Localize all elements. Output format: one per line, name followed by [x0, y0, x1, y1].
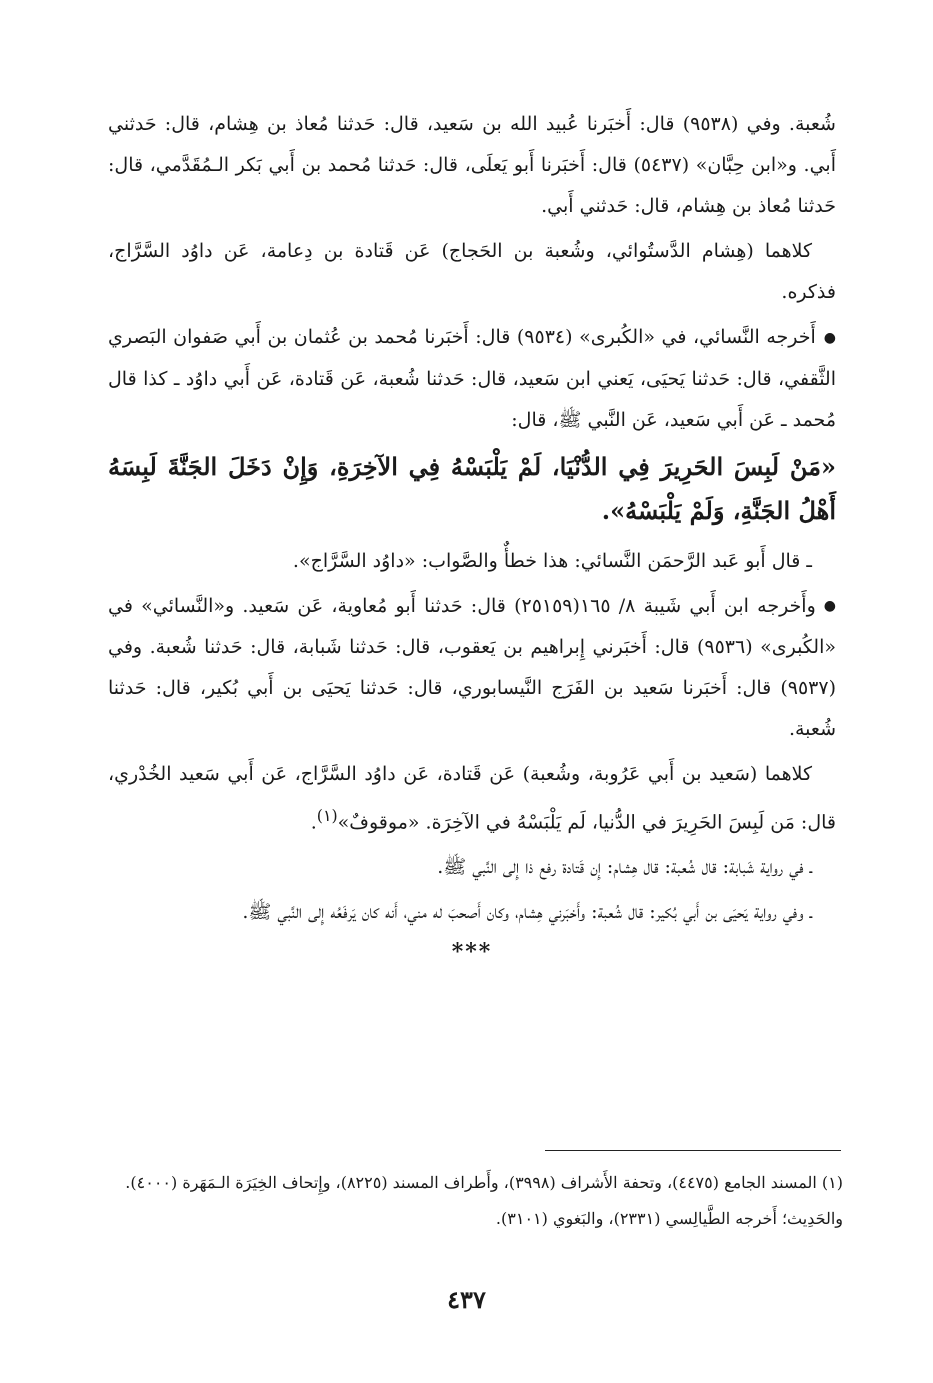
page-number: ٤٣٧ [447, 1285, 486, 1314]
paragraph-7: كلاهما (سَعيد بن أَبي عَرُوبة، وشُعبة) عَن قَتادة، عَن داوُد السَّرَّاج، عَن أَبي سَعيد الخُدْري، قال: مَن لَبِسَ الحَرِيرَ في الدُّنيا، لَم يَلْبَسْهُ في الآخِرَة. «موقوفٌ»$^{(١)}$. [108, 763, 836, 834]
paragraph-2: كلاهما (هِشام الدَّستُوائي، وشُعبة بن الحَجاج) عَن قَتادة بن دِعامة، عَن داوُد السَّرَّاج، فذكره. [108, 240, 836, 303]
footnote-ref: (١) [316, 806, 338, 825]
hadith-text: «مَنْ لَبِسَ الحَرِيرَ فِي الدُّنْيَا، لَمْ يَلْبَسْهُ فِي الآخِرَةِ، وَإِنْ دَخَلَ الجَنَّةَ لَبِسَهُ أَهْلُ الجَنَّةِ، وَلَمْ يَلْبَسْهُ». [108, 451, 836, 525]
section-separator: *** [451, 939, 493, 966]
footnote-2: والحَدِيث؛ أَخرجه الطَّيالِسي (٢٣٣١)، والبَغوي (٣١٠١). [495, 1209, 843, 1228]
paragraph-3-text: أَخرجه النَّسائي، في «الكُبرى» (٩٥٣٤) قال: أَخبَرنا مُحمد بن عُثمان بن أَبي صَفوان البَصري الثَّقفي، قال: حَدثنا يَحيَى، يَعني ابن سَعيد، قال: حَدثنا شُعبة، عَن قَتادة، عَن أَبي داوُد ـ كذا قال مُحمد ـ عَن أَبي سَعيد، عَن النَّبي ﷺ، قال: [108, 326, 836, 431]
paragraph-5: ـ قال أَبو عَبد الرَّحمَن النَّسائي: هذا خطأٌ والصَّواب: «داوُد السَّرَّاج». [292, 549, 812, 572]
footnote-divider [545, 1150, 841, 1151]
paragraph-1: شُعبة. وفي (٩٥٣٨) قال: أَخبَرنا عُبيد الله بن سَعيد، قال: حَدثنا مُعاذ بن هِشام، قال: حَدثني أَبي. و«ابن حِبَّان» (٥٤٣٧) قال: أَخبَرنا أَبو يَعلَى، قال: حَدثنا مُحمد بن أَبي بَكر الـمُقَدَّمي، قال: حَدثنا مُعاذ بن هِشام، قال: حَدثني أَبي. [108, 113, 836, 217]
paragraph-9: ـ وفي رواية يَحيَى بن أَبي بُكير: قال شُعبة: وأَخبَرني هِشام، وكان أَصحبَ له مني، أَنه كان يَرفَعُه إِلى النَّبي ﷺ. [242, 901, 812, 924]
footnotes [108, 1165, 843, 1237]
footnote-1: (١) المسند الجامع (٤٤٧٥)، وتحفة الأَشراف (٣٩٩٨)، وأَطراف المسند (٨٢٢٥)، وإِتحاف الخِيَرَة الـمَهَرة (٤٠٠٠). [125, 1173, 843, 1192]
paragraph-7-text: كلاهما (سَعيد بن أَبي عَرُوبة، وشُعبة) عَن قَتادة، عَن داوُد السَّرَّاج، عَن أَبي سَعيد الخُدْري، قال: مَن لَبِسَ الحَرِيرَ في الدُّنيا، لَم يَلْبَسْهُ في الآخِرَة. «موقوفٌ» [108, 763, 836, 834]
paragraph-6-text: وأَخرجه ابن أَبي شَيبة ٨/ ١٦٥(٢٥١٥٩) قال: حَدثنا أَبو مُعاوية، عَن سَعيد. و«النَّسائي» في «الكُبرى» (٩٥٣٦) قال: أَخبَرني إِبراهيم بن يَعقوب، قال: حَدثنا شَبابة، قال: حَدثنا شُعبة. وفي (٩٥٣٧) قال: أَخبَرنا سَعيد بن الفَرَج النَّيسابوري، قال: حَدثنا يَحيَى بن أَبي بُكير، قال: حَدثنا شُعبة. [108, 594, 836, 740]
bullet-icon: ● [823, 329, 836, 346]
paragraph-8: ـ في رواية شَبابة: قال شُعبة: قال هِشام: إِن قَتادة رفع ذا إِلى النَّبي ﷺ. [437, 856, 812, 879]
bullet-icon: ● [823, 598, 836, 614]
paragraph-6 [108, 586, 836, 751]
main-text [108, 104, 836, 965]
paragraph-3 [108, 317, 836, 441]
